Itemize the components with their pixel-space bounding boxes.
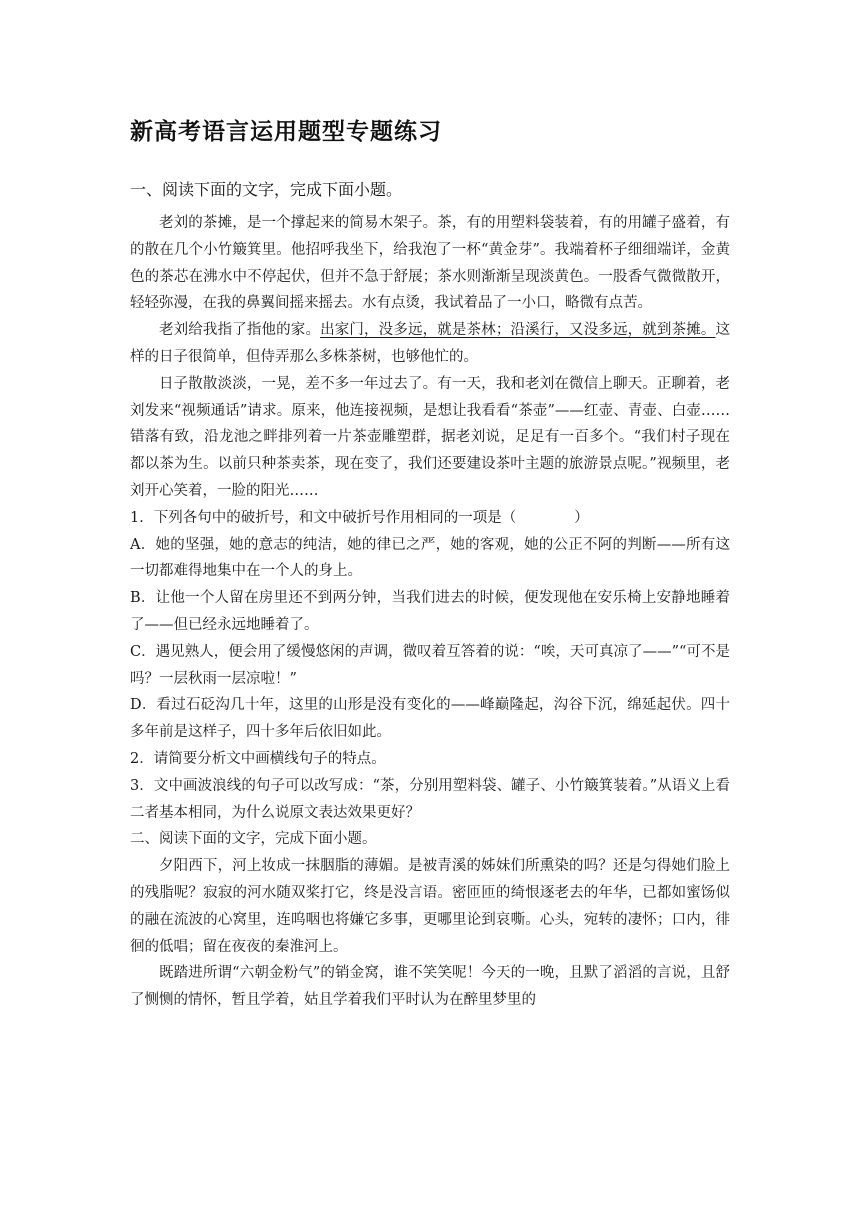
question-3: 3．文中画波浪线的句子可以改写成：“茶，分别用塑料袋、罐子、小竹簸箕装着。”从语义上看二者基本相同，为什么说原文表达效果更好？ [130, 777, 730, 821]
passage-2-paragraph-2: 既踏进所谓“六朝金粉气”的销金窝，谁不笑笑呢！今天的一晚，且默了滔滔的言说，且舒了恻恻的情怀，暂且学着，姑且学着我们平时认为在醉里梦里的 [130, 965, 730, 1009]
document-body [130, 210, 730, 1014]
underlined-sentence: 出家门，没多远，就是茶林；沿溪行，又没多远，就到茶摊。 [320, 322, 716, 339]
question-1: 1．下列各句中的破折号，和文中破折号作用相同的一项是（ ） [130, 509, 589, 526]
paragraph-2-lead: 老刘给我指了指他的家。 [159, 322, 321, 339]
section-2-heading: 二、阅读下面的文字，完成下面小题。 [130, 831, 377, 848]
question-1-option-a: A．她的坚强，她的意志的纯洁，她的律已之严，她的客观，她的公正不阿的判断——所有这一切都难得地集中在一个人的身上。 [130, 536, 730, 580]
question-1-option-b: B．让他一个人留在房里还不到两分钟，当我们进去的时候，便发现他在安乐椅上安静地睡着了——但已经永远地睡着了。 [130, 590, 730, 633]
page-title: 新高考语言运用题型专题练习 [130, 119, 442, 145]
section-1-heading: 一、阅读下面的文字，完成下面小题。 [130, 180, 403, 199]
passage-1-paragraph-2 [130, 317, 730, 371]
passage-1-paragraph-3: 日子散散淡淡，一晃，差不多一年过去了。有一天，我和老刘在微信上聊天。正聊着，老刘发来“视频通话”请求。原来，他连接视频，是想让我看看“茶壶”——红壶、青壶、白壶……错落有致，沿龙池之畔排列着一片茶壶雕塑群，据老刘说，足足有一百多个。“我们村子现在都以茶为生。以前只种茶卖茶，现在变了，我们还要建设茶叶主题的旅游景点呢。”视频里，老刘开心笑着，一脸的阳光…… [130, 375, 730, 499]
question-2: 2．请简要分析文中画横线句子的特点。 [130, 750, 386, 767]
question-1-option-c: C．遇见熟人，便会用了缓慢悠闲的声调，微叹着互答着的说：“唉，天可真凉了——”“可不是吗？一层秋雨一层凉啦！” [130, 643, 730, 687]
question-1-option-d: D．看过石砭沟几十年，这里的山形是没有变化的——峰巅隆起，沟谷下沉，绵延起伏。四十多年前是这样子，四十多年后依旧如此。 [130, 697, 730, 741]
passage-2-paragraph-1: 夕阳西下，河上妆成一抹胭脂的薄媚。是被青溪的姊妹们所熏染的吗？还是匀得她们脸上的残脂呢？寂寂的河水随双桨打它，终是没言语。密匝匝的绮恨逐老去的年华，已都如蜜饧似的融在流波的心窝里，连呜咽也将嫌它多事，更哪里论到哀嘶。心头，宛转的凄怀；口内，徘徊的低唱；留在夜夜的秦淮河上。 [130, 858, 730, 955]
paragraph-2-tail: 这样的日子很简单，但侍弄那么多株茶树，也够他忙的。 [130, 322, 730, 365]
passage-1-paragraph-1: 老刘的茶摊，是一个撑起来的简易木架子。茶，有的用塑料袋装着，有的用罐子盛着，有的散在几个小竹簸箕里。他招呼我坐下，给我泡了一杯“黄金芽”。我端着杯子细细端详，金黄色的茶芯在沸水中不停起伏，但并不急于舒展；茶水则渐渐呈现淡黄色。一股香气微微散开，轻轻弥漫，在我的鼻翼间摇来摇去。水有点烫，我试着品了一小口，略微有点苦。 [130, 215, 730, 312]
